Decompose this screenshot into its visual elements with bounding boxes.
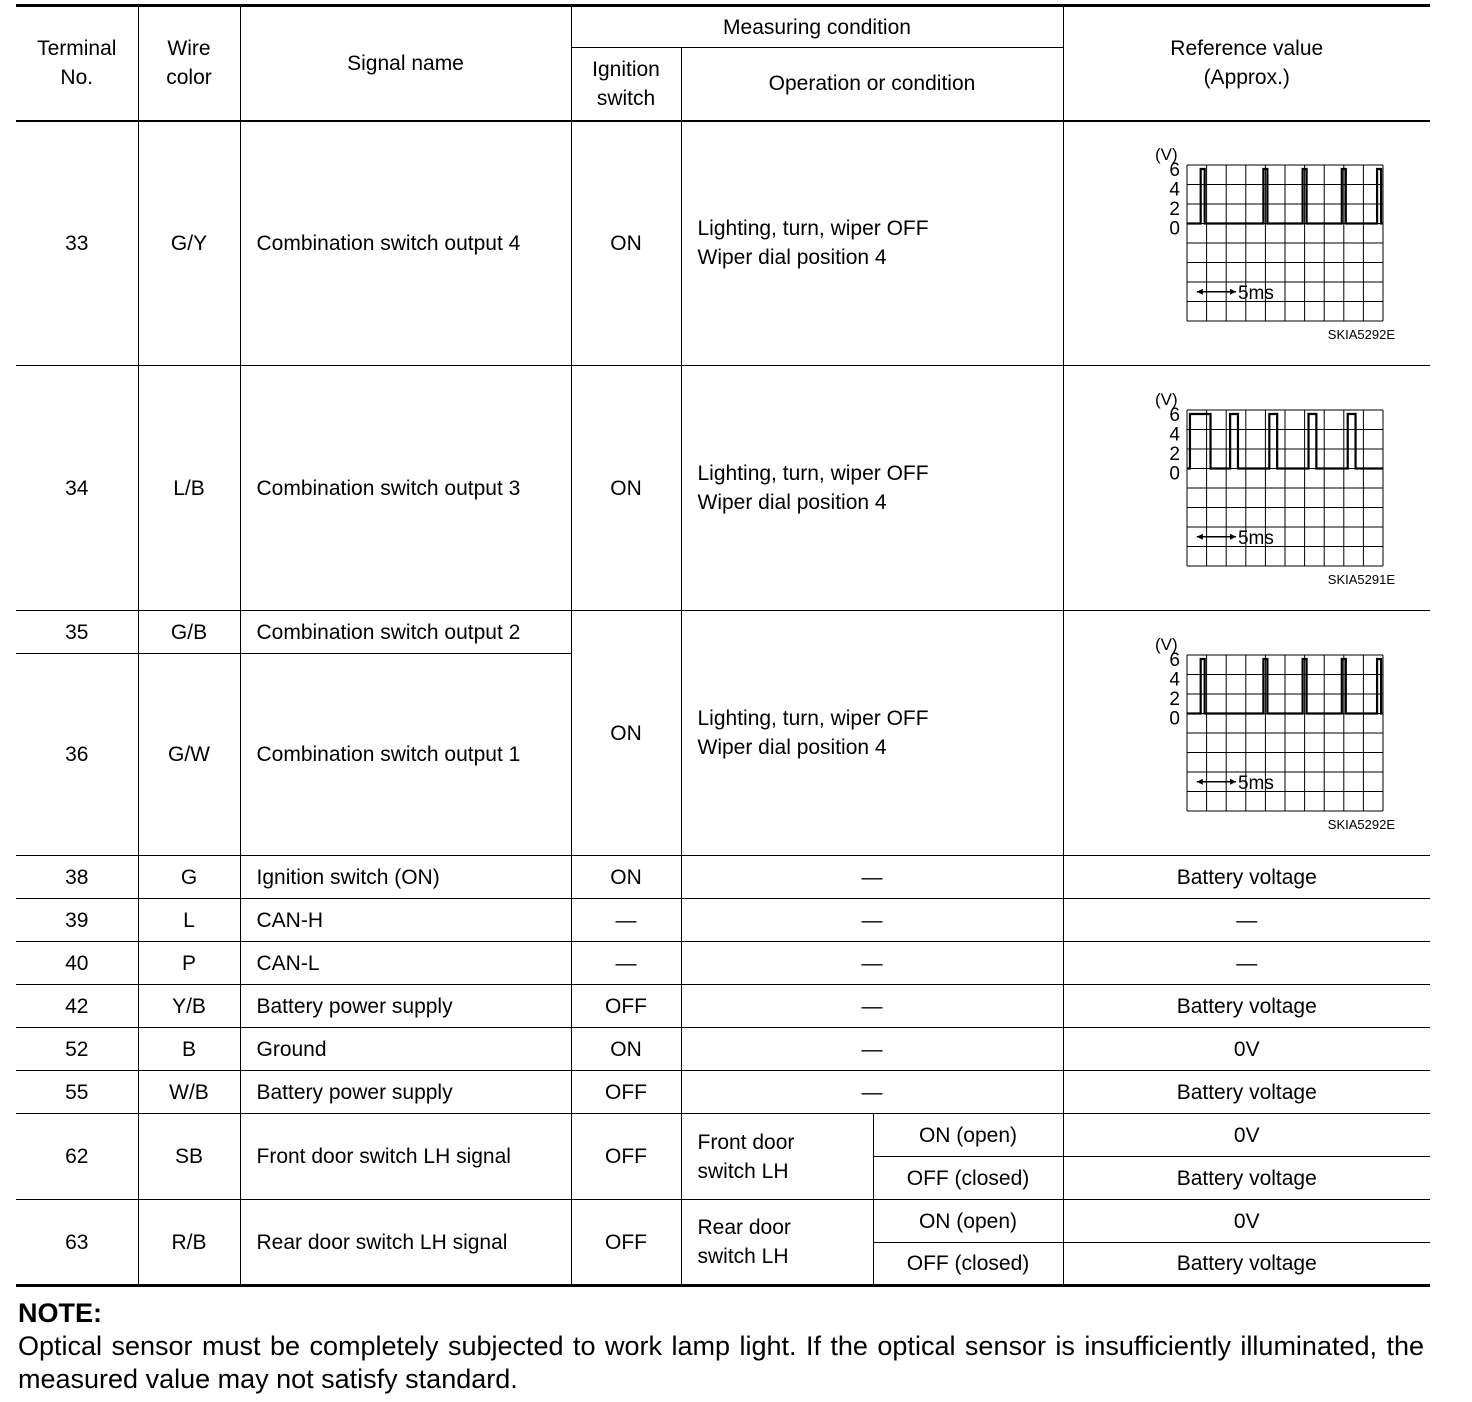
signal-name: Ignition switch (ON) bbox=[240, 856, 571, 899]
time-scale-arrowhead bbox=[1230, 289, 1236, 295]
scope-unit-label: (V) bbox=[1154, 145, 1178, 165]
reference-value: — bbox=[1063, 899, 1430, 942]
wire-color: R/B bbox=[138, 1200, 240, 1286]
scope-y-tick: 2 bbox=[1169, 199, 1180, 221]
switch-state-on: ON (open) bbox=[873, 1114, 1063, 1157]
figure-code: SKIA5292E bbox=[1327, 817, 1395, 832]
table-row bbox=[16, 1200, 1430, 1243]
scope-grid bbox=[1187, 410, 1383, 566]
note-text: Optical sensor must be completely subjected to work lamp light. If the optical sensor is insufficiently illuminated, the measured value may not satisfy standard. bbox=[18, 1331, 1424, 1394]
wire-color: G/B bbox=[138, 611, 240, 654]
signal-name: Rear door switch LH signal bbox=[240, 1200, 571, 1286]
table-row bbox=[16, 611, 1430, 654]
reference-waveform-cell bbox=[1063, 121, 1430, 366]
note-title: NOTE: bbox=[18, 1298, 102, 1328]
signal-name: Combination switch output 1 bbox=[240, 654, 571, 856]
table-row bbox=[16, 942, 1430, 985]
time-scale-label: 5ms bbox=[1237, 772, 1274, 794]
scope-y-tick: 4 bbox=[1169, 669, 1180, 691]
scope-y-tick: 4 bbox=[1169, 424, 1180, 446]
operation-condition: — bbox=[681, 856, 1063, 899]
ignition-state: OFF bbox=[571, 1071, 681, 1114]
switch-state-off: OFF (closed) bbox=[873, 1243, 1063, 1286]
wire-color: Y/B bbox=[138, 985, 240, 1028]
scope-y-tick: 4 bbox=[1169, 179, 1180, 201]
scope-y-tick: 2 bbox=[1169, 444, 1180, 465]
table-row bbox=[16, 366, 1430, 611]
ignition-state: ON bbox=[571, 1028, 681, 1071]
switch-name: Front door switch LH bbox=[681, 1114, 873, 1200]
operation-condition: — bbox=[681, 942, 1063, 985]
reference-value: Battery voltage bbox=[1063, 1243, 1430, 1286]
wire-color: P bbox=[138, 942, 240, 985]
signal-name: Battery power supply bbox=[240, 985, 571, 1028]
reference-value: — bbox=[1063, 942, 1430, 985]
ignition-state: OFF bbox=[571, 1200, 681, 1286]
signal-name: Combination switch output 2 bbox=[240, 611, 571, 654]
ignition-state: ON bbox=[571, 366, 681, 611]
scope-grid bbox=[1187, 655, 1383, 811]
operation-condition: Lighting, turn, wiper OFF Wiper dial position 4 bbox=[681, 121, 1063, 366]
scope-y-tick: 6 bbox=[1169, 405, 1180, 426]
reference-waveform-cell bbox=[1063, 366, 1430, 611]
reference-value: Battery voltage bbox=[1063, 1071, 1430, 1114]
operation-condition: — bbox=[681, 1071, 1063, 1114]
wire-color: G bbox=[138, 856, 240, 899]
time-scale-label: 5ms bbox=[1237, 527, 1274, 549]
terminal-no: 52 bbox=[16, 1028, 138, 1071]
signal-name: Ground bbox=[240, 1028, 571, 1071]
ignition-state: — bbox=[571, 899, 681, 942]
header-ignition-switch: Ignition switch bbox=[571, 48, 681, 121]
note-block bbox=[18, 1297, 1424, 1396]
table-row bbox=[16, 121, 1430, 366]
terminal-no: 36 bbox=[16, 654, 138, 856]
reference-value: Battery voltage bbox=[1063, 1157, 1430, 1200]
time-scale-arrowhead bbox=[1230, 534, 1236, 540]
operation-condition: — bbox=[681, 985, 1063, 1028]
reference-value: 0V bbox=[1063, 1200, 1430, 1243]
header-reference-value: Reference value (Approx.) bbox=[1063, 6, 1430, 121]
figure-code: SKIA5292E bbox=[1327, 327, 1395, 343]
table-row bbox=[16, 1114, 1430, 1157]
table-row bbox=[16, 1028, 1430, 1071]
terminal-no: 39 bbox=[16, 899, 138, 942]
switch-name: Rear door switch LH bbox=[681, 1200, 873, 1286]
time-scale-arrowhead bbox=[1230, 779, 1236, 785]
reference-value: Battery voltage bbox=[1063, 856, 1430, 899]
wire-color: B bbox=[138, 1028, 240, 1071]
terminal-no: 35 bbox=[16, 611, 138, 654]
operation-condition: — bbox=[681, 1028, 1063, 1071]
time-scale-arrowhead bbox=[1197, 289, 1203, 295]
ignition-state: ON bbox=[571, 121, 681, 366]
scope-y-tick: 2 bbox=[1169, 689, 1180, 710]
scope-y-tick: 6 bbox=[1169, 650, 1180, 671]
scope-grid bbox=[1187, 165, 1383, 321]
terminal-reference-table-sheet bbox=[16, 4, 1430, 1287]
terminal-reference-table bbox=[16, 4, 1430, 1287]
wire-color: L/B bbox=[138, 366, 240, 611]
terminal-no: 40 bbox=[16, 942, 138, 985]
oscilloscope-waveform bbox=[1097, 633, 1397, 833]
signal-name: Front door switch LH signal bbox=[240, 1114, 571, 1200]
header-operation-condition: Operation or condition bbox=[681, 48, 1063, 121]
table-row bbox=[16, 1071, 1430, 1114]
signal-name: CAN-L bbox=[240, 942, 571, 985]
wire-color: SB bbox=[138, 1114, 240, 1200]
scope-y-tick: 6 bbox=[1169, 160, 1180, 182]
figure-code: SKIA5291E bbox=[1327, 572, 1395, 587]
scope-y-tick: 0 bbox=[1169, 463, 1180, 485]
switch-state-off: OFF (closed) bbox=[873, 1157, 1063, 1200]
ignition-state: OFF bbox=[571, 985, 681, 1028]
reference-value: Battery voltage bbox=[1063, 985, 1430, 1028]
header-terminal-no: Terminal No. bbox=[16, 6, 138, 121]
header-signal-name: Signal name bbox=[240, 6, 571, 121]
scope-y-tick: 0 bbox=[1169, 218, 1180, 240]
reference-value: 0V bbox=[1063, 1028, 1430, 1071]
terminal-no: 42 bbox=[16, 985, 138, 1028]
operation-condition: — bbox=[681, 899, 1063, 942]
wire-color: G/W bbox=[138, 654, 240, 856]
time-scale-label: 5ms bbox=[1237, 283, 1274, 304]
wire-color: G/Y bbox=[138, 121, 240, 366]
ignition-state: — bbox=[571, 942, 681, 985]
terminal-no: 33 bbox=[16, 121, 138, 366]
wire-color: L bbox=[138, 899, 240, 942]
switch-state-on: ON (open) bbox=[873, 1200, 1063, 1243]
signal-name: Combination switch output 3 bbox=[240, 366, 571, 611]
table-row bbox=[16, 899, 1430, 942]
operation-condition: Lighting, turn, wiper OFF Wiper dial position 4 bbox=[681, 611, 1063, 856]
signal-name: Combination switch output 4 bbox=[240, 121, 571, 366]
table-row bbox=[16, 985, 1430, 1028]
reference-waveform-cell bbox=[1063, 611, 1430, 856]
terminal-no: 62 bbox=[16, 1114, 138, 1200]
scope-unit-label: (V) bbox=[1154, 635, 1178, 654]
scope-y-tick: 0 bbox=[1169, 708, 1180, 730]
time-scale-arrowhead bbox=[1197, 534, 1203, 540]
ignition-state: ON bbox=[571, 611, 681, 856]
header-wire-color: Wire color bbox=[138, 6, 240, 121]
ignition-state: ON bbox=[571, 856, 681, 899]
time-scale-arrowhead bbox=[1197, 779, 1203, 785]
terminal-no: 38 bbox=[16, 856, 138, 899]
signal-name: CAN-H bbox=[240, 899, 571, 942]
reference-value: 0V bbox=[1063, 1114, 1430, 1157]
signal-name: Battery power supply bbox=[240, 1071, 571, 1114]
operation-condition: Lighting, turn, wiper OFF Wiper dial position 4 bbox=[681, 366, 1063, 611]
terminal-no: 55 bbox=[16, 1071, 138, 1114]
terminal-no: 34 bbox=[16, 366, 138, 611]
wire-color: W/B bbox=[138, 1071, 240, 1114]
ignition-state: OFF bbox=[571, 1114, 681, 1200]
terminal-no: 63 bbox=[16, 1200, 138, 1286]
oscilloscope-waveform bbox=[1097, 143, 1397, 343]
header-measuring-condition: Measuring condition bbox=[571, 6, 1063, 48]
table-row bbox=[16, 856, 1430, 899]
scope-unit-label: (V) bbox=[1154, 390, 1178, 409]
oscilloscope-waveform bbox=[1097, 388, 1397, 588]
